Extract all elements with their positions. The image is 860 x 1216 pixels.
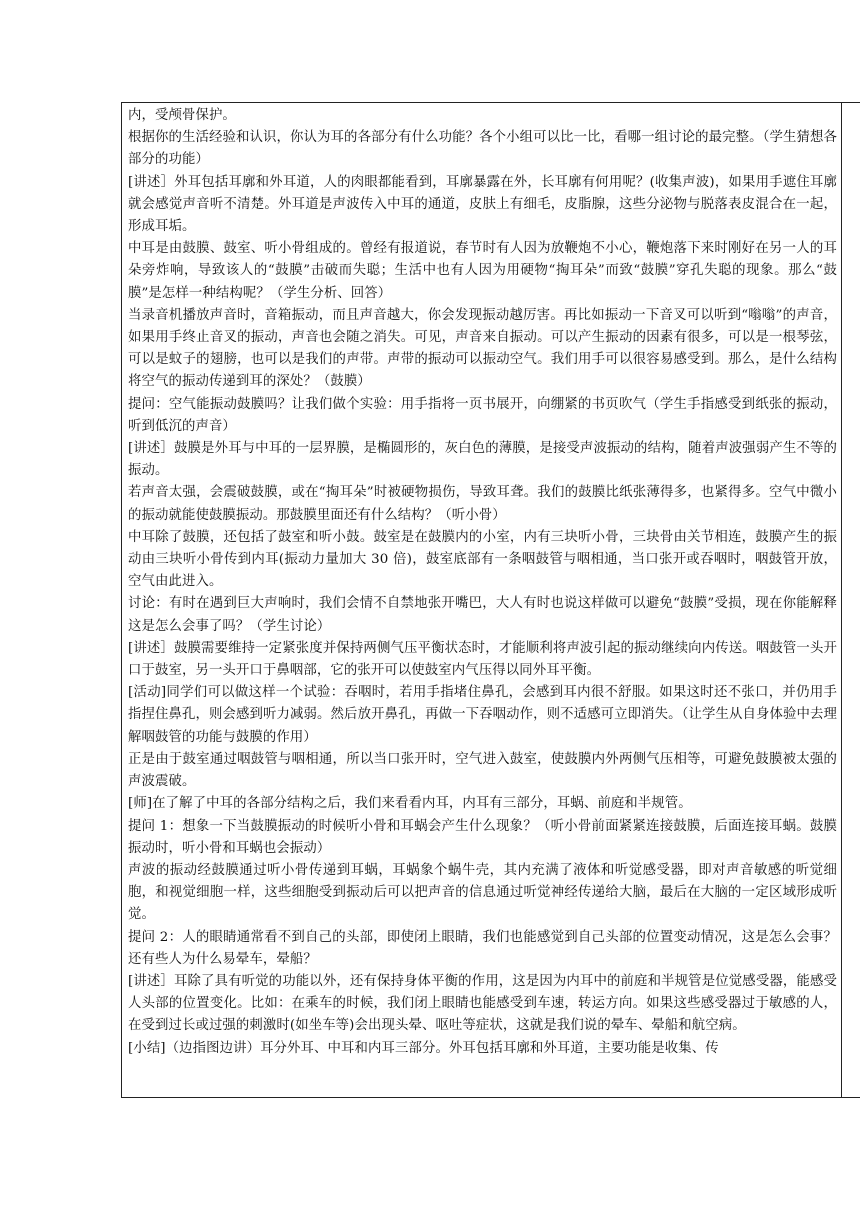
paragraph-19: [小结]（边指图边讲）耳分外耳、中耳和内耳三部分。外耳包括耳廓和外耳道，主要功能是收集、传 <box>128 1040 719 1056</box>
paragraph-18: [讲述］耳除了具有听觉的功能以外，还有保持身体平衡的作用，这是因为内耳中的前庭和半规管是位觉感受器，能感受人头部的位置变化。比如：在乘车的时候，我们闭上眼睛也能感受到车速，转运方向。如果这些感受器过于敏感的人，在受到过长或过强的刺激时(如坐车等)会出现头晕、呕吐等症状，这就是我们说的晕车、晕船和航空病。 <box>128 973 837 1034</box>
paragraph-3: [讲述］外耳包括耳廓和外耳道，人的肉眼都能看到，耳廓暴露在外，长耳廓有何用呢？(收集声波)，如果用手遮住耳廓就会感觉声音听不清楚。外耳道是声波传入中耳的通道，皮肤上有细毛，皮脂腺，这些分泌物与脱落表皮混合在一起，形成耳垢。 <box>128 174 837 235</box>
paragraph-8: 若声音太强，会震破鼓膜，或在“掏耳朵”时被硬物损伤，导致耳聋。我们的鼓膜比纸张薄得多，也紧得多。空气中微小的振动就能使鼓膜振动。那鼓膜里面还有什么结构？（听小骨） <box>128 485 837 523</box>
paragraph-5: 当录音机播放声音时，音箱振动，而且声音越大，你会发现振动越厉害。再比如振动一下音叉可以听到“嗡嗡”的声音，如果用手终止音叉的振动，声音也会随之消失。可见，声音来自振动。可以产生振动的因素有很多，可以是一根琴弦，可以是蚊子的翅膀，也可以是我们的声带。声带的振动可以振动空气。我们用手可以很容易感受到。那么，是什么结构将空气的振动传递到耳的深处？（鼓膜） <box>128 307 837 390</box>
lesson-table <box>121 102 860 1098</box>
paragraph-14: [师]在了解了中耳的各部分结构之后，我们来看看内耳，内耳有三部分，耳蜗、前庭和半规管。 <box>128 796 692 812</box>
paragraph-4: 中耳是由鼓膜、鼓室、听小骨组成的。曾经有报道说，春节时有人因为放鞭炮不小心，鞭炮落下来时刚好在另一人的耳朵旁炸响，导致该人的“鼓膜”击破而失聪；生活中也有人因为用硬物“掏耳朵”而致“鼓膜”穿孔失聪的现象。那么“鼓膜”是怎样一种结构呢？（学生分析、回答） <box>128 241 837 301</box>
paragraph-15: 提问 1：想象一下当鼓膜振动的时候听小骨和耳蜗会产生什么现象？（听小骨前面紧紧连接鼓膜，后面连接耳蜗。鼓膜振动时，听小骨和耳蜗也会振动） <box>128 818 837 856</box>
paragraph-16: 声波的振动经鼓膜通过听小骨传递到耳蜗，耳蜗象个蜗牛壳，其内充满了液体和听觉感受器，即对声音敏感的听觉细胞，和视觉细胞一样，这些细胞受到振动后可以把声音的信息通过听觉神经传递给大脑，最后在大脑的一定区域形成听觉。 <box>128 862 837 923</box>
paragraph-1: 内，受颅骨保护。 <box>128 108 236 123</box>
paragraph-12: [活动]同学们可以做这样一个试验：吞咽时，若用手指堵住鼻孔，会感到耳内很不舒服。如果这时还不张口，并仍用手指捏住鼻孔，则会感到听力减弱。然后放开鼻孔，再做一下吞咽动作，则不适感可立即消失。（让学生从自身体验中去理解咽鼓管的功能与鼓膜的作用） <box>128 685 837 745</box>
paragraph-2: 根据你的生活经验和认识，你认为耳的各部分有什么功能？各个小组可以比一比，看哪一组讨论的最完整。（学生猜想各部分的功能） <box>128 130 837 168</box>
paragraph-17: 提问 2：人的眼睛通常看不到自己的头部，即使闭上眼睛，我们也能感觉到自己头部的位置变动情况，这是怎么会事？还有些人为什么易晕车，晕船？ <box>128 929 837 967</box>
paragraph-9: 中耳除了鼓膜，还包括了鼓室和听小鼓。鼓室是在鼓膜内的小室，内有三块听小骨，三块骨由关节相连，鼓膜产生的振动由三块听小骨传到内耳(振动力量加大 30 倍)，鼓室底部有一条咽鼓管与咽相通，当口张开或吞咽时，咽鼓管开放，空气由此进入。 <box>128 529 837 590</box>
paragraph-7: [讲述］鼓膜是外耳与中耳的一层界膜，是椭圆形的，灰白色的薄膜，是接受声波振动的结构，随着声波强弱产生不等的振动。 <box>128 441 837 479</box>
paragraph-13: 正是由于鼓室通过咽鼓管与咽相通，所以当口张开时，空气进入鼓室，使鼓膜内外两侧气压相等，可避免鼓膜被太强的声波震破。 <box>128 751 837 790</box>
paragraph-11: [讲述］鼓膜需要维持一定紧张度并保持两侧气压平衡状态时，才能顺利将声波引起的振动继续向内传送。咽鼓管一头开口于鼓室，另一头开口于鼻咽部，它的张开可以使鼓室内气压得以同外耳平衡。 <box>128 640 837 679</box>
side-column-cell <box>842 103 860 1098</box>
paragraph-6: 提问：空气能振动鼓膜吗？让我们做个实验：用手指将一页书展开，向绷紧的书页吹气（学生手指感受到纸张的振动，听到低沉的声音） <box>128 396 837 434</box>
lesson-content-cell <box>122 103 842 1098</box>
paragraph-10: 讨论：有时在遇到巨大声响时，我们会情不自禁地张开嘴巴，大人有时也说这样做可以避免“鼓膜”受损，现在你能解释这是怎么会事了吗？（学生讨论） <box>128 596 837 634</box>
lesson-text <box>122 103 841 1060</box>
